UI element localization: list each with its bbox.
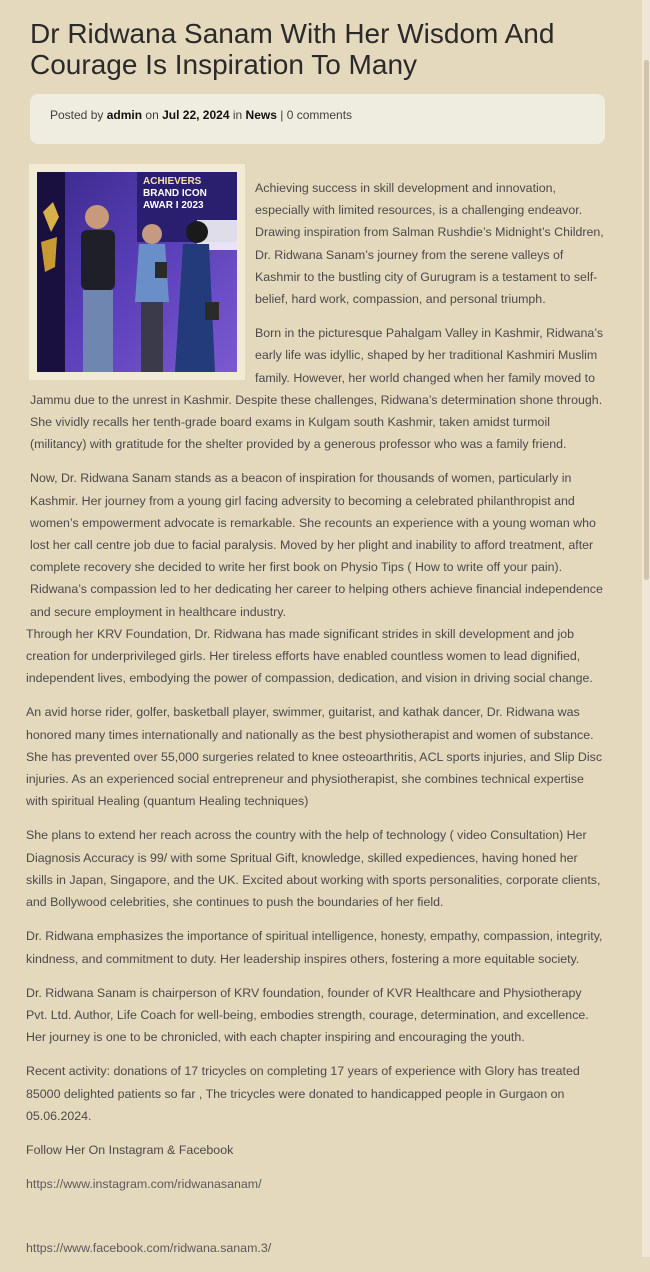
paragraph-7: Dr. Ridwana emphasizes the importance of spiritual intelligence, honesty, empathy, compassion, integrity, kindness, and commitment to duty. Her leadership inspires others, fostering a more equitable society.: [26, 929, 603, 966]
banner-line-2: BRAND ICON: [143, 188, 207, 199]
paragraph-9: Recent activity: donations of 17 tricycles on completing 17 years of experience with Glory has treated 85000 delighted patients so far , The tricycles were donated to handicapped people in Gurgaon on 05.06.2024.: [26, 1064, 580, 1123]
banner-line-3: AWAR I 2023: [143, 200, 204, 211]
post-date: Jul 22, 2024: [162, 108, 230, 122]
meta-separator: |: [280, 108, 284, 122]
paragraph-2: Born in the picturesque Pahalgam Valley in Kashmir, Ridwana’s early life was idyllic, shaped by her traditional Kashmiri Muslim family. However, her world changed when her family moved to Jammu due to the unrest in Kashmir. Despite these challenges, Ridwana’s determination shone through. She vividly recalls her tenth-grade board exams in Kulgam south Kashmir, taken amidst turmoil (militancy) with gratitude for the shelter provided by a generous professor who was a family friend.: [30, 326, 604, 452]
facebook-link[interactable]: https://www.facebook.com/ridwana.sanam.3/: [26, 1241, 272, 1256]
post-content: [26, 163, 606, 1272]
paragraph-1: Achieving success in skill development and innovation, especially with limited resources, is a challenging endeavor. Drawing inspiration from Salman Rushdie’s Midnight’s Children, Dr. Ridwana Sanam’s journey from the serene valleys of Kashmir to the bustling city of Gurugram is a testament to self-belief, hard work, compassion, and personal triumph.: [255, 181, 604, 307]
paragraph-4: Through her KRV Foundation, Dr. Ridwana has made significant strides in skill development and job creation for underprivileged girls. Her tireless efforts have enabled countless women to lead dignified, independent lives, embodying the power of compassion, dedication, and vision in driving social change.: [26, 626, 593, 686]
on-label: on: [145, 108, 159, 122]
posted-by-label: Posted by: [50, 108, 104, 122]
post-meta: [30, 94, 605, 144]
instagram-link[interactable]: https://www.instagram.com/ridwanasanam/: [26, 1177, 262, 1192]
paragraph-6: She plans to extend her reach across the country with the help of technology ( video Consultation) Her Diagnosis Accuracy is 99/ with some Spritual Gift, knowledge, skilled expediences, having honed her skills in Japan, Singapore, and the UK. Excited about working with sports personalities, corporate clients, and Bollywood celebrities, she continues to push the boundaries of her field.: [26, 828, 601, 910]
featured-image-frame: [29, 164, 245, 380]
comments-link[interactable]: 0 comments: [286, 108, 353, 122]
category-link[interactable]: News: [245, 108, 277, 122]
author-link[interactable]: admin: [106, 108, 143, 122]
scrollbar-thumb[interactable]: [644, 60, 649, 580]
post-title: Dr Ridwana Sanam With Her Wisdom And Courage Is Inspiration To Many: [30, 18, 555, 80]
paragraph-follow: Follow Her On Instagram & Facebook: [26, 1142, 234, 1157]
page-scrollbar[interactable]: [642, 0, 650, 1257]
paragraph-8: Dr. Ridwana Sanam is chairperson of KRV foundation, founder of KVR Healthcare and Physiotherapy Pvt. Ltd. Author, Life Coach for well-being, embodies strength, courage, determination, and excellence. Her journey is one to be chronicled, with each chapter inspiring and encouraging the youth.: [26, 985, 589, 1045]
paragraph-5: An avid horse rider, golfer, basketball player, swimmer, guitarist, and kathak dancer, Dr. Ridwana was honored many times internationally and nationally as the best physiotherapist and women of substance. She has prevented over 55,000 surgeries related to knee osteoarthritis, ACL sports injuries, and Slip Disc injuries. As an experienced social entrepreneur and physiotherapist, she combines technical expertise with spiritual Healing (quantum Healing techniques): [26, 705, 603, 809]
in-label: in: [232, 108, 243, 122]
paragraph-3: Now, Dr. Ridwana Sanam stands as a beacon of inspiration for thousands of women, particularly in Kashmir. Her journey from a young girl facing adversity to becoming a celebrated philanthropist and women’s empowerment advocate is remarkable. She recounts an experience with a young woman who lost her call centre job due to facial paralysis. Moved by her plight and inability to afford treatment, after complete recovery she decided to write her first book on Physio Tips ( How to write off your pain). Ridwana’s compassion led to her dedicating her career to helping others achieve financial independence and secure employment in healthcare industry.: [30, 471, 603, 619]
banner-line-1: ACHIEVERS: [143, 176, 202, 187]
featured-image: [37, 172, 237, 372]
